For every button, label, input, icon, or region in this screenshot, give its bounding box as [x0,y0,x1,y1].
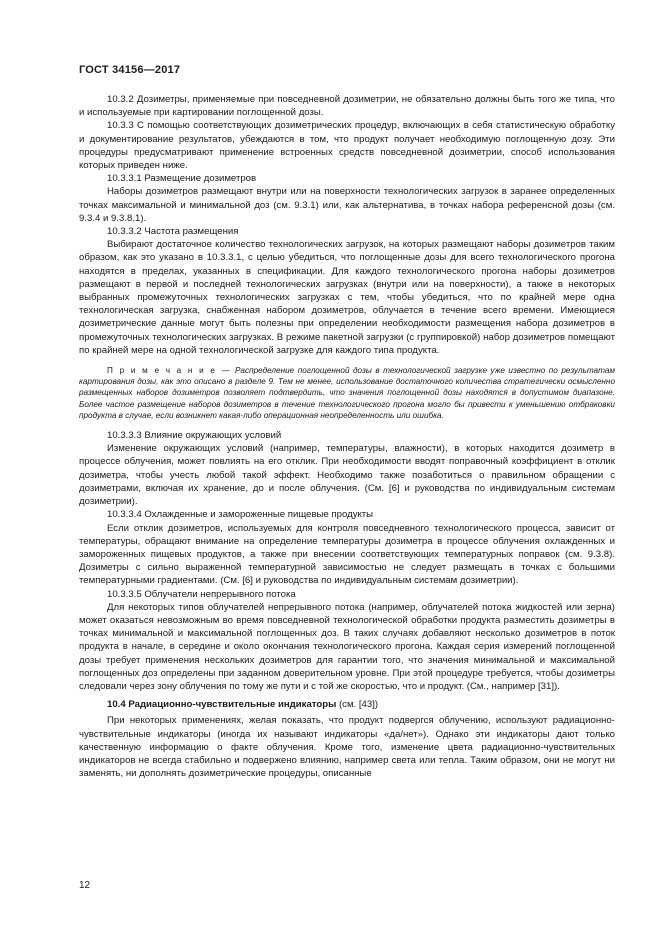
paragraph-continuous-flow: Для некоторых типов облучателей непрерывного потока (например, облучателей потока жидкостей или зерна) может оказаться невозможным во время повседневной технологической обработки продукта разместить дозиметры в точках минимальной и максимальной поглощенных доз. В таких случаях добавляют несколько дозиметров в поток продукта в начале, в середине и около окончания технологического прогона. Каждая серия измерений поглощенной дозы требует применения нескольких дозиметров для гарантии того, что значения минимальной и максимальной поглощенных доз определены при заданном доверительном уровне. При этой процедуре требуется, чтобы дозиметры следовали через зону облучения по тому же пути и с той же скоростью, что и продукт. (См., например [31]). [79,601,615,692]
section-10-4-title: 10.4 Радиационно-чувствительные индикаторы [107,699,337,711]
heading-10-3-3-5: 10.3.3.5 Облучатели непрерывного потока [107,588,296,600]
heading-10-3-3-3: 10.3.3.3 Влияние окружающих условий [107,430,282,442]
note-label: П р и м е ч а н и е — [107,366,232,376]
document-body [79,93,615,780]
paragraph-placement-frequency: Выбирают достаточное количество технологических загрузок, на которых размещают наборы дозиметров таким образом, как это указано в 10.3.3.1, с целью убедиться, что поглощенные дозы для всего технологического прогона находятся в пределах, указанных в спецификации. Для каждого технологического прогона наборы дозиметров размещают в первой и последней технологических загрузках (внутри или на поверхности), а также в некоторых выбранных промежуточных технологических загрузках с тем, чтобы убедиться, что по крайней мере одна технологическая загрузка, снабженная набором дозиметров, облучается в течение всего времени. Имеющиеся дозиметрические данные могут быть полезны при определении необходимости размещения набора дозиметров в промежуточных технологических загрузках. В режиме пакетной загрузки (с группировкой) набор дозиметров помещают по крайней мере на одной технологической загрузке для каждого типа продукта. [79,239,615,356]
paragraph-environmental-conditions: Изменение окружающих условий (например, температуры, влажности), в которых находится дозиметр в процессе облучения, может повлиять на его отклик. При необходимости вводят поправочный коэффициент в отклик дозиметра, чтобы учесть любой такой эффект. Необходимо также позаботиться о правильном обращении с дозиметрами, включая их хранение, до и после облучения. (См. [6] и руководства по индивидуальным системам дозиметрии). [79,443,615,508]
document-header: ГОСТ 34156—2017 [79,64,181,76]
paragraph-dosimeter-placement: Наборы дозиметров размещают внутри или на поверхности технологических загрузок в заранее определенных точках максимальной и минимальной доз (см. 9.3.1) или, как альтернатива, в точках набора референсной дозы (см. 9.3.4 и 9.3.8.1). [79,186,615,224]
section-10-4-heading [79,698,615,711]
heading-10-3-3-4: 10.3.3.4 Охлажденные и замороженные пищевые продукты [107,509,374,521]
paragraph-10-3-3: 10.3.3 С помощью соответствующих дозиметрических процедур, включающих в себя статистическую обработку и документирование результатов, убеждаются в том, что продукт получает необходимую поглощенную дозу. Эти процедуры предусматривают применение встроенных средств повседневной дозиметрии, способ использования которых приведен ниже. [79,120,615,172]
heading-10-3-3-2: 10.3.3.2 Частота размещения [107,226,239,238]
section-10-4-ref: (см. [43]) [336,699,379,711]
note-text: Распределение поглощенной дозы в технологической загрузке уже известно по результатам картирования дозы, как это описано в разделе 9. Тем не менее, использование достаточного количества стратегически осмысленно размещенных наборов дозиметров позволяет подтвердить, что значения поглощенной дозы находятся в допустимом диапазоне. Более частое размещение наборов дозиметров в течение технологического прогона могло бы привести к уменьшению отбраковки продукта в случае, если возникнет какая-либо операционная неопределенность или ошибка. [79,366,615,420]
page-number: 12 [79,880,91,891]
heading-10-3-3-1: 10.3.3.1 Размещение дозиметров [107,173,257,185]
note-block [79,365,615,421]
paragraph-10-3-2: 10.3.2 Дозиметры, применяемые при повседневной дозиметрии, не обязательно должны быть того же типа, что и используемые при картировании поглощенной дозы. [79,94,615,119]
paragraph-chilled-frozen-food: Если отклик дозиметров, используемых для контроля повседневного технологического процесса, зависит от температуры, обращают внимание на определение температуры дозиметра в процессе облучения охлажденных и замороженных пищевых продуктов, а также при внесении соответствующих температурных поправок (см. 9.3.8). Дозиметры с сильно выраженной температурной зависимостью не следует размещать в точках с большими температурными градиентами. (См. [6] и руководства по индивидуальным системам дозиметрии). [79,522,615,587]
paragraph-indicators: При некоторых применениях, желая показать, что продукт подвергся облучению, используют радиационно-чувствительные индикаторы (иногда их называют индикаторы «да/нет»). Однако эти индикаторы дают только качественную информацию о факте облучения. Кроме того, изменение цвета радиационно-чувствительных индикаторов не всегда стабильно и подвержено влиянию, например света или тепла. Таким образом, они не могут ни заменять, ни дополнять дозиметрические процедуры, описанные [79,715,615,780]
